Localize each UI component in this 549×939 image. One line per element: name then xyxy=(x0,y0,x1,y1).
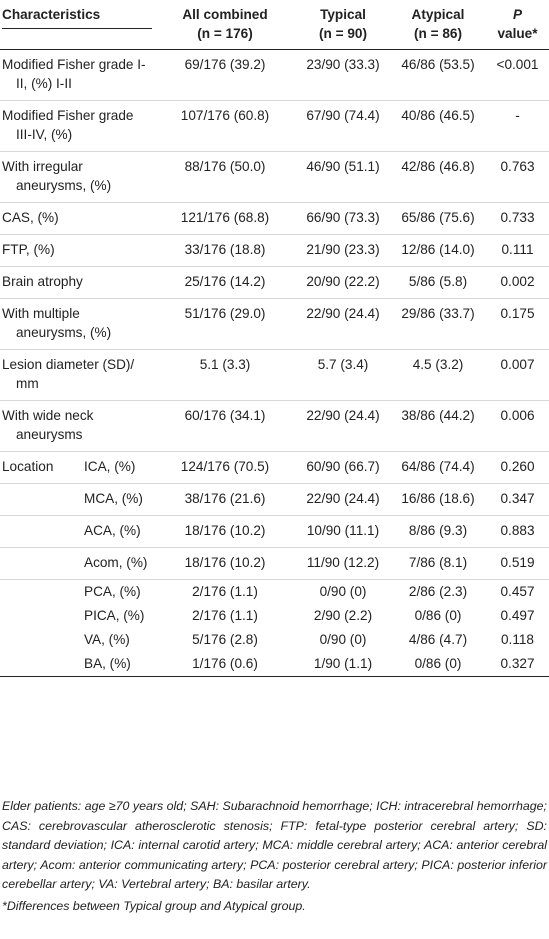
cell-typical: 5.7 (3.4) xyxy=(296,350,390,401)
location-label xyxy=(0,516,80,548)
cell-atypical: 65/86 (75.6) xyxy=(390,203,486,235)
location-label xyxy=(0,580,80,605)
cell-all: 1/176 (0.6) xyxy=(154,652,296,677)
cell-p: 0.347 xyxy=(486,484,549,516)
cell-typical: 11/90 (12.2) xyxy=(296,548,390,580)
cell-typical: 22/90 (24.4) xyxy=(296,401,390,452)
table-row xyxy=(0,652,549,677)
cell-typical: 2/90 (2.2) xyxy=(313,608,373,623)
table-row xyxy=(0,516,549,548)
table-row xyxy=(0,452,549,484)
cell-all: 121/176 (68.8) xyxy=(154,203,296,235)
cell-typical: 10/90 (11.1) xyxy=(296,516,390,548)
cell-all: 2/176 (1.1) xyxy=(192,608,258,623)
cell-atypical: 40/86 (46.5) xyxy=(390,101,486,152)
row-label: Modified Fisher grade I-II, (%) I-II xyxy=(0,50,154,101)
cell-p: 0.457 xyxy=(500,584,535,599)
cell-p: - xyxy=(486,101,549,152)
location-sub-label: BA, (%) xyxy=(80,652,154,677)
table-row xyxy=(0,604,549,628)
cell-atypical: 42/86 (46.8) xyxy=(390,152,486,203)
cell-typical: 1/90 (1.1) xyxy=(296,652,390,677)
cell-p: 0.007 xyxy=(486,350,549,401)
table-row xyxy=(0,267,549,299)
cell-p: 0.733 xyxy=(486,203,549,235)
cell-typical: 66/90 (73.3) xyxy=(296,203,390,235)
cell-p: 0.006 xyxy=(486,401,549,452)
location-sub-label: ACA, (%) xyxy=(80,516,154,548)
header-atypical: Atypical (n = 86) xyxy=(411,7,465,41)
cell-atypical: 12/86 (14.0) xyxy=(390,235,486,267)
cell-atypical: 8/86 (9.3) xyxy=(390,516,486,548)
row-label: Modified Fisher grade III-IV, (%) xyxy=(0,101,154,152)
location-sub-label: PICA, (%) xyxy=(84,608,145,623)
cell-atypical: 0/86 (0) xyxy=(390,652,486,677)
cell-p: 0.002 xyxy=(486,267,549,299)
cell-atypical: 38/86 (44.2) xyxy=(390,401,486,452)
cell-typical: 67/90 (74.4) xyxy=(296,101,390,152)
location-label xyxy=(0,548,80,580)
cell-all: 25/176 (14.2) xyxy=(154,267,296,299)
cell-typical: 22/90 (24.4) xyxy=(296,484,390,516)
cell-all: 88/176 (50.0) xyxy=(154,152,296,203)
location-label xyxy=(0,652,80,677)
table-row xyxy=(0,628,549,652)
cell-atypical: 7/86 (8.1) xyxy=(390,548,486,580)
cell-typical: 20/90 (22.2) xyxy=(296,267,390,299)
location-label xyxy=(0,628,80,652)
table-row xyxy=(0,350,549,401)
table-row xyxy=(0,101,549,152)
cell-typical: 60/90 (66.7) xyxy=(296,452,390,484)
location-label xyxy=(0,484,80,516)
location-sub-label: PCA, (%) xyxy=(84,584,141,599)
abbreviations-note: Elder patients: age ≥70 years old; SAH: Subarachnoid hemorrhage; ICH: intracerebral hemorrhage; CAS: cerebrovascular atherosclerotic stenosis; FTP: fetal-type posterior cerebral artery; SD: standard deviation; ICA: internal carotid artery; MCA: middle cerebral artery; ACA: anterior cerebral artery; Acom: anterior communicating artery; PCA: posterior cerebral artery; PICA: posterior inferior cerebellar artery; VA: Vertebral artery; BA: basilar artery. xyxy=(2,799,547,891)
header-characteristics: Characteristics xyxy=(0,0,154,50)
location-sub-label: MCA, (%) xyxy=(80,484,154,516)
cell-all: 124/176 (70.5) xyxy=(154,452,296,484)
table-row xyxy=(0,203,549,235)
cell-p: 0.175 xyxy=(486,299,549,350)
cell-all: 38/176 (21.6) xyxy=(154,484,296,516)
cell-p: 0.260 xyxy=(486,452,549,484)
cell-all: 18/176 (10.2) xyxy=(154,548,296,580)
header-p-value: P value* xyxy=(497,7,538,41)
cell-p: <0.001 xyxy=(486,50,549,101)
table-row xyxy=(0,299,549,350)
header-all-combined: All combined (n = 176) xyxy=(182,7,268,41)
cell-all: 2/176 (1.1) xyxy=(192,584,258,599)
location-label xyxy=(0,604,80,628)
cell-p: 0.763 xyxy=(486,152,549,203)
cell-all: 60/176 (34.1) xyxy=(154,401,296,452)
cell-all: 107/176 (60.8) xyxy=(154,101,296,152)
row-label: CAS, (%) xyxy=(0,203,154,235)
row-label: With multiple aneurysms, (%) xyxy=(0,299,154,350)
cell-typical: 46/90 (51.1) xyxy=(296,152,390,203)
cell-p: 0.118 xyxy=(500,632,534,647)
table-row xyxy=(0,580,549,605)
table-row xyxy=(0,401,549,452)
table-row xyxy=(0,50,549,101)
cell-all: 5.1 (3.3) xyxy=(154,350,296,401)
cell-atypical: 4/86 (4.7) xyxy=(408,632,468,647)
cell-all: 5/176 (2.8) xyxy=(192,632,258,647)
header-typical: Typical (n = 90) xyxy=(319,7,367,41)
cell-atypical: 0/86 (0) xyxy=(414,608,462,623)
cell-typical: 22/90 (24.4) xyxy=(296,299,390,350)
cell-atypical: 5/86 (5.8) xyxy=(390,267,486,299)
row-label: With wide neck aneurysms xyxy=(0,401,154,452)
cell-all: 18/176 (10.2) xyxy=(154,516,296,548)
table-row xyxy=(0,235,549,267)
cell-atypical: 64/86 (74.4) xyxy=(390,452,486,484)
cell-atypical: 4.5 (3.2) xyxy=(390,350,486,401)
table-header-row xyxy=(0,0,549,50)
cell-p: 0.497 xyxy=(500,608,535,623)
footnote: *Differences between Typical group and Atypical group. xyxy=(2,898,306,913)
table-row xyxy=(0,152,549,203)
location-sub-label: VA, (%) xyxy=(84,632,130,647)
table-row xyxy=(0,484,549,516)
cell-p: 0.519 xyxy=(486,548,549,580)
cell-p: 0.111 xyxy=(486,235,549,267)
cell-atypical: 2/86 (2.3) xyxy=(408,584,468,599)
cell-p: 0.883 xyxy=(486,516,549,548)
row-label: FTP, (%) xyxy=(0,235,154,267)
row-label: Brain atrophy xyxy=(0,267,154,299)
cell-atypical: 16/86 (18.6) xyxy=(390,484,486,516)
location-label: Location xyxy=(0,452,80,484)
cell-all: 69/176 (39.2) xyxy=(154,50,296,101)
location-sub-label: ICA, (%) xyxy=(80,452,154,484)
row-label: With irregular aneurysms, (%) xyxy=(0,152,154,203)
cell-typical: 0/90 (0) xyxy=(319,632,367,647)
table-row xyxy=(0,548,549,580)
cell-all: 51/176 (29.0) xyxy=(154,299,296,350)
cell-typical: 21/90 (23.3) xyxy=(296,235,390,267)
cell-typical: 0/90 (0) xyxy=(319,584,367,599)
cell-atypical: 46/86 (53.5) xyxy=(390,50,486,101)
cell-p: 0.327 xyxy=(486,652,549,677)
location-sub-label: Acom, (%) xyxy=(80,548,154,580)
cell-atypical: 29/86 (33.7) xyxy=(390,299,486,350)
cell-typical: 23/90 (33.3) xyxy=(296,50,390,101)
row-label: Lesion diameter (SD)/ mm xyxy=(0,350,154,401)
table-notes xyxy=(2,797,547,916)
cell-all: 33/176 (18.8) xyxy=(154,235,296,267)
